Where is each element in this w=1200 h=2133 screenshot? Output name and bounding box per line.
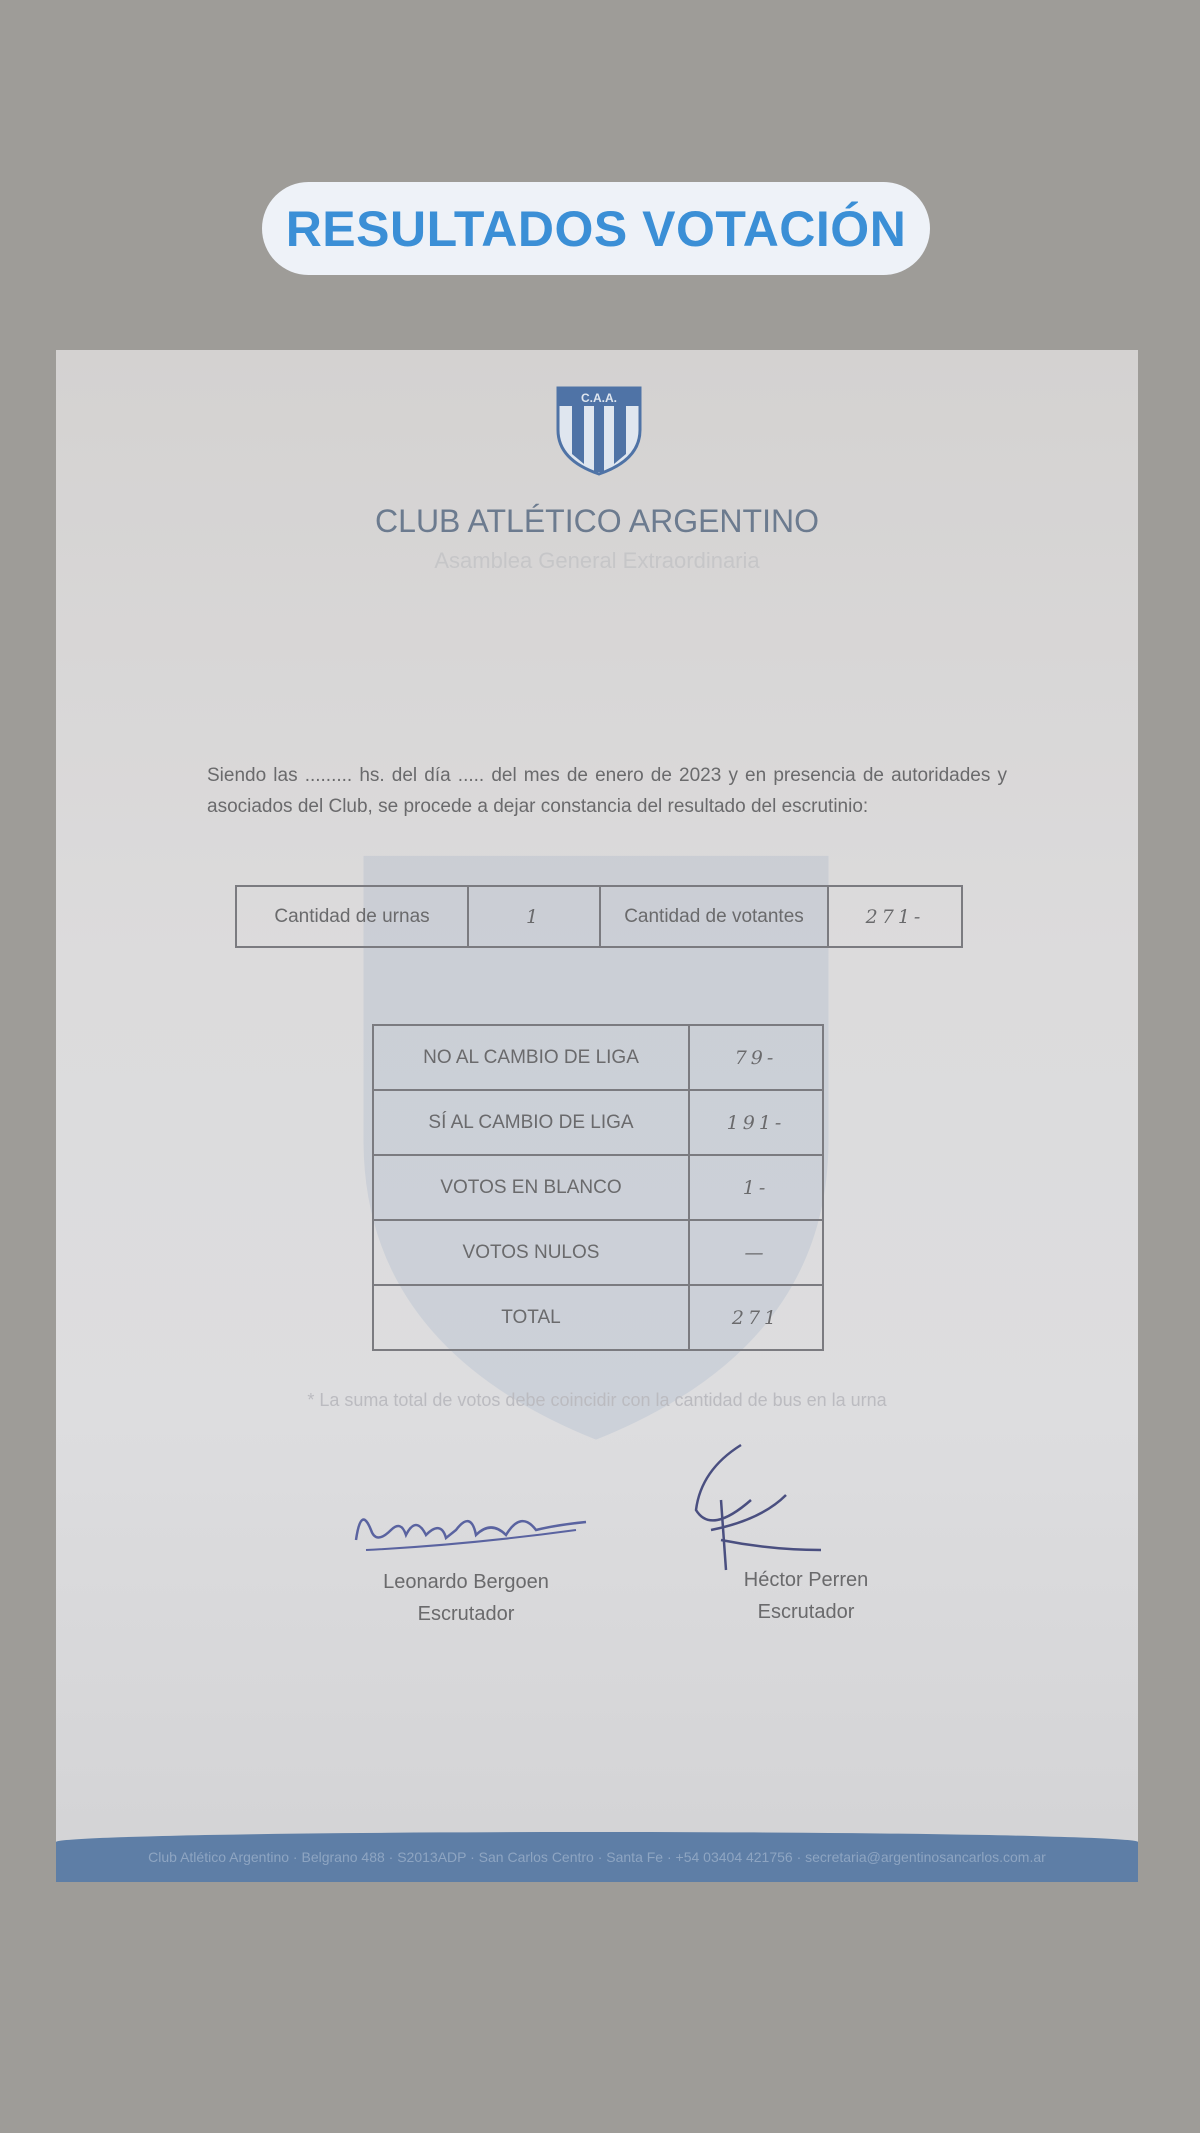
signatory-role: Escrutador bbox=[757, 1601, 855, 1623]
result-label: TOTAL bbox=[374, 1286, 690, 1349]
club-shield-logo bbox=[554, 384, 644, 476]
result-label: VOTOS NULOS bbox=[374, 1221, 690, 1284]
result-label: SÍ AL CAMBIO DE LIGA bbox=[374, 1091, 690, 1154]
letterhead-footer bbox=[56, 1832, 1138, 1882]
signature-right bbox=[681, 1440, 831, 1580]
table-row bbox=[374, 1156, 822, 1221]
table-row bbox=[374, 1091, 822, 1156]
result-label: VOTOS EN BLANCO bbox=[374, 1156, 690, 1219]
signatory-right bbox=[696, 1564, 916, 1628]
result-value: — bbox=[744, 1241, 768, 1264]
table-row bbox=[374, 1026, 822, 1091]
footer-contact: Club Atlético Argentino · Belgrano 488 · S2013ADP · San Carlos Centro · Santa Fe · +54 03404 421756 · secretaria@argentinosancarlos.com.ar bbox=[148, 1849, 1046, 1865]
result-value: 79- bbox=[734, 1046, 778, 1069]
summary-table bbox=[235, 885, 963, 948]
votantes-value: 271- bbox=[865, 905, 925, 928]
signature-left bbox=[346, 1500, 606, 1560]
title-banner bbox=[262, 182, 930, 275]
result-value: 271 bbox=[731, 1306, 781, 1329]
result-value: 1- bbox=[742, 1176, 770, 1199]
club-name: CLUB ATLÉTICO ARGENTINO bbox=[375, 503, 819, 539]
footnote: * La suma total de votos debe coincidir con la cantidad de bus en la urna bbox=[307, 1390, 887, 1410]
signatory-role: Escrutador bbox=[417, 1603, 515, 1625]
document-subtitle: Asamblea General Extraordinaria bbox=[434, 548, 760, 573]
votantes-label: Cantidad de votantes bbox=[601, 887, 829, 946]
intro-paragraph: Siendo las ......... hs. del día ..... del mes de enero de 2023 y en presencia de autoridades y asociados del Club, se procede a dejar constancia del resultado del escrutinio: bbox=[207, 765, 1007, 817]
svg-text:C.A.A.: C.A.A. bbox=[581, 391, 617, 405]
urnas-value: 1 bbox=[469, 887, 601, 946]
results-table bbox=[372, 1024, 824, 1351]
signatory-name: Héctor Perren bbox=[743, 1569, 869, 1591]
table-row bbox=[374, 1286, 822, 1349]
table-row bbox=[374, 1221, 822, 1286]
signatory-name: Leonardo Bergoen bbox=[383, 1571, 549, 1593]
banner-title: RESULTADOS VOTACIÓN bbox=[285, 200, 907, 257]
urnas-label: Cantidad de urnas bbox=[237, 887, 469, 946]
document-photo bbox=[56, 350, 1138, 1882]
signatory-left bbox=[346, 1566, 586, 1630]
result-label: NO AL CAMBIO DE LIGA bbox=[374, 1026, 690, 1089]
result-value: 191- bbox=[726, 1111, 786, 1134]
